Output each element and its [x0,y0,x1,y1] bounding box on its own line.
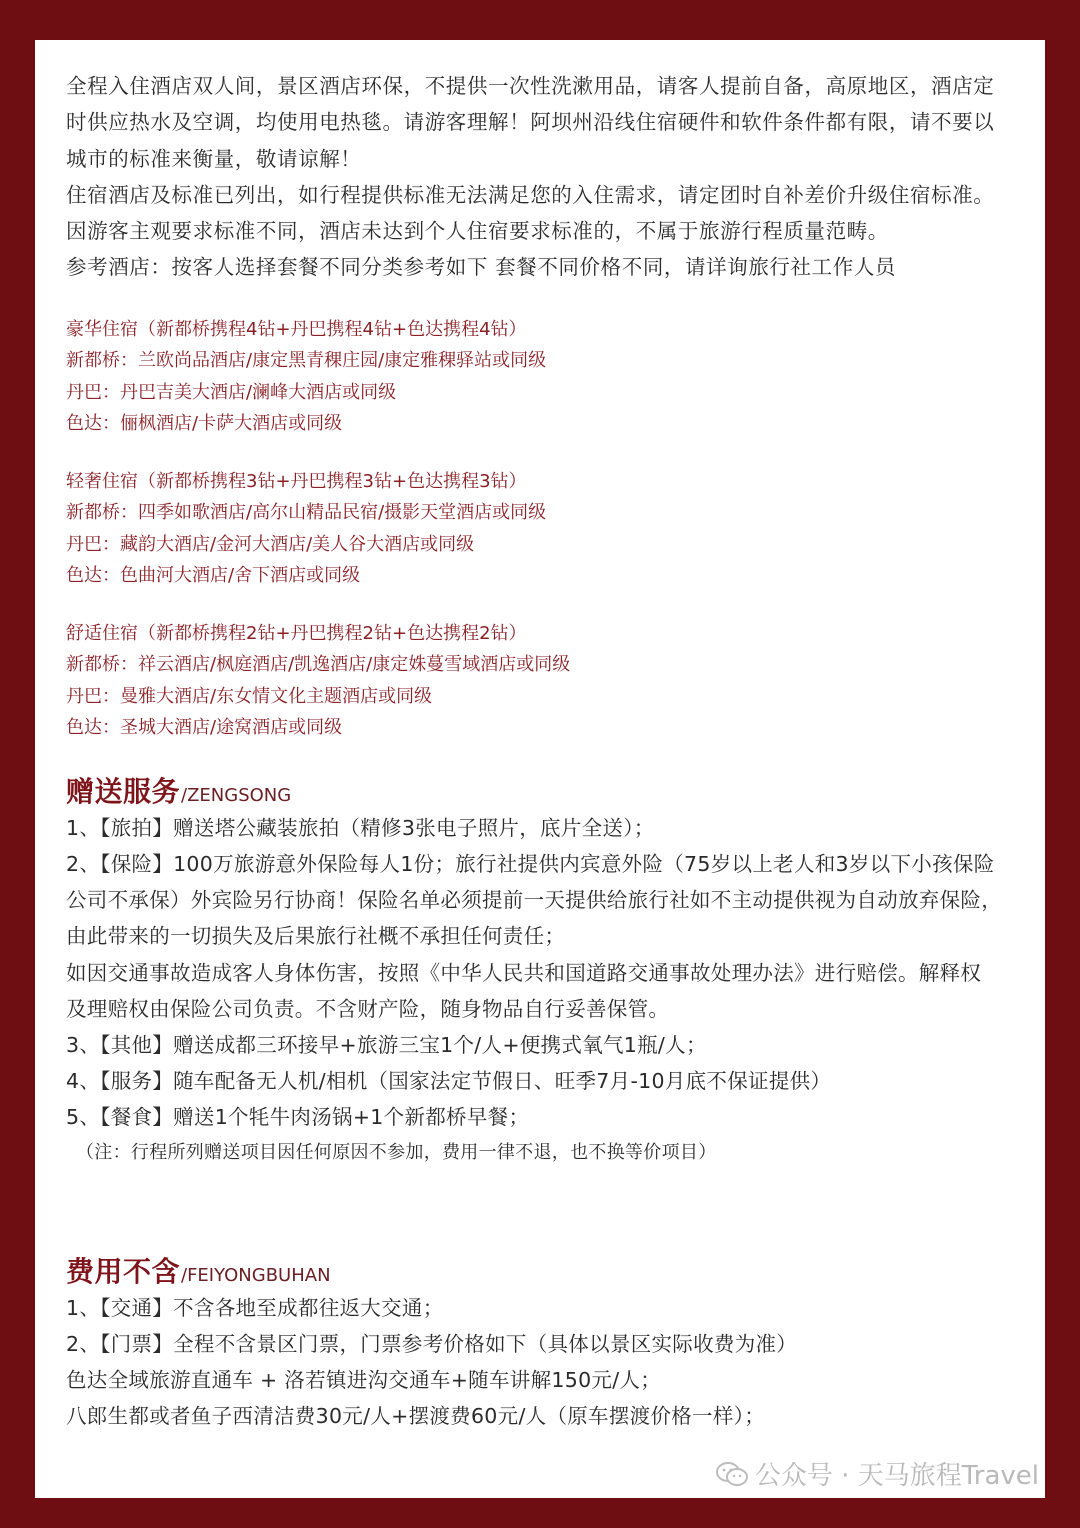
tier-row: 新都桥：兰欧尚品酒店/康定黑青稞庄园/康定雅稞驿站或同级 [66,350,547,372]
list-item: 2、【保险】100万旅游意外保险每人1份；旅行社提供内宾意外险（75岁以上老人和3岁以下小孩保险 [66,851,995,876]
hotel-tiers [66,314,1021,744]
gift-note: （注：行程所列赠送项目因任何原因不参加，费用一律不退，也不换等价项目） [76,1141,717,1163]
tier-header: 豪华住宿（新都桥携程4钻+丹巴携程4钻+色达携程4钻） [66,318,527,340]
tier-row: 色达：俪枫酒店/卡萨大酒店或同级 [66,413,343,435]
tier-row: 色达：圣城大酒店/途窝酒店或同级 [66,717,343,739]
watermark [715,1455,1039,1492]
intro-line: 因游客主观要求标准不同，酒店未达到个人住宿要求标准的，不属于旅游行程质量范畴。 [66,219,889,244]
excluded-section-title [66,1250,1021,1290]
section-title-zh: 费用不含 [66,1254,181,1288]
list-item: 2、【门票】全程不含景区门票，门票参考价格如下（具体以景区实际收费为准） [66,1331,798,1356]
excluded-list [66,1290,1021,1435]
tier-row: 新都桥：四季如歌酒店/高尔山精品民宿/摄影天堂酒店或同级 [66,502,547,524]
hotel-tier-premium [66,466,1021,592]
list-item: 3、【其他】赠送成都三环接早+旅游三宝1个/人+便携式氧气1瓶/人； [66,1033,707,1057]
list-item: 如因交通事故造成客人身体伤害，按照《中华人民共和国道路交通事故处理办法》进行赔偿。解释权 [66,960,982,985]
intro-line: 城市的标准来衡量，敬请谅解！ [66,146,362,171]
intro-line: 时供应热水及空调，均使用电热毯。请游客理解！阿坝州沿线住宿硬件和软件条件都有限，请不要以 [66,110,995,135]
list-item: 公司不承保）外宾险另行协商！保险名单必须提前一天提供给旅行社如不主动提供视为自动放弃保险， [66,888,1002,913]
intro-notice [66,68,1021,286]
wechat-icon [715,1461,749,1487]
list-item: 1、【旅拍】赠送塔公藏装旅拍（精修3张电子照片，底片全送）； [66,815,655,840]
tier-row: 丹巴：曼雅大酒店/东女情文化主题酒店或同级 [66,685,433,707]
list-item: 色达全域旅游直通车 + 洛若镇进沟交通车+随车讲解150元/人； [66,1368,662,1393]
tier-row: 色达：色曲河大酒店/舍下酒店或同级 [66,565,361,587]
document-page [35,40,1045,1498]
tier-row: 新都桥：祥云酒店/枫庭酒店/凯逸酒店/康定姝蔓雪域酒店或同级 [66,654,571,676]
intro-line: 住宿酒店及标准已列出，如行程提供标准无法满足您的入住需求，请定团时自补差价升级住宿标准。 [66,182,995,207]
list-item: 5、【餐食】赠送1个牦牛肉汤锅+1个新都桥早餐； [66,1105,530,1130]
tier-header: 舒适住宿（新都桥携程2钻+丹巴携程2钻+色达携程2钻） [66,622,527,644]
list-item: 1、【交通】不含各地至成都往返大交通； [66,1295,444,1320]
gift-list [66,810,1021,1168]
list-item: 及理赔权由保险公司负责。不含财产险，随身物品自行妥善保管。 [66,996,670,1021]
watermark-text: 公众号 · 天马旅程Travel [754,1461,1039,1491]
list-item: 由此带来的一切损失及后果旅行社概不承担任何责任； [66,924,566,949]
tier-row: 丹巴：藏韵大酒店/金河大酒店/美人谷大酒店或同级 [66,533,475,555]
hotel-tier-comfort [66,618,1021,744]
tier-header: 轻奢住宿（新都桥携程3钻+丹巴携程3钻+色达携程3钻） [66,470,527,492]
intro-line: 全程入住酒店双人间，景区酒店环保，不提供一次性洗漱用品，请客人提前自备，高原地区，酒店定 [66,74,995,98]
list-item: 八郎生都或者鱼子西清洁费30元/人+摆渡费60元/人（原车摆渡价格一样）； [66,1404,766,1429]
section-title-en: /ZENGSONG [181,784,292,806]
tier-row: 丹巴：丹巴吉美大酒店/澜峰大酒店或同级 [66,381,397,403]
gift-section-title [66,770,1021,810]
list-item: 4、【服务】随车配备无人机/相机（国家法定节假日、旺季7月-10月底不保证提供） [66,1069,832,1094]
hotel-tier-luxury [66,314,1021,440]
section-title-zh: 赠送服务 [66,774,181,808]
intro-line: 参考酒店：按客人选择套餐不同分类参考如下 套餐不同价格不同，请详询旅行社工作人员 [66,255,897,280]
section-title-en: /FEIYONGBUHAN [181,1264,331,1286]
